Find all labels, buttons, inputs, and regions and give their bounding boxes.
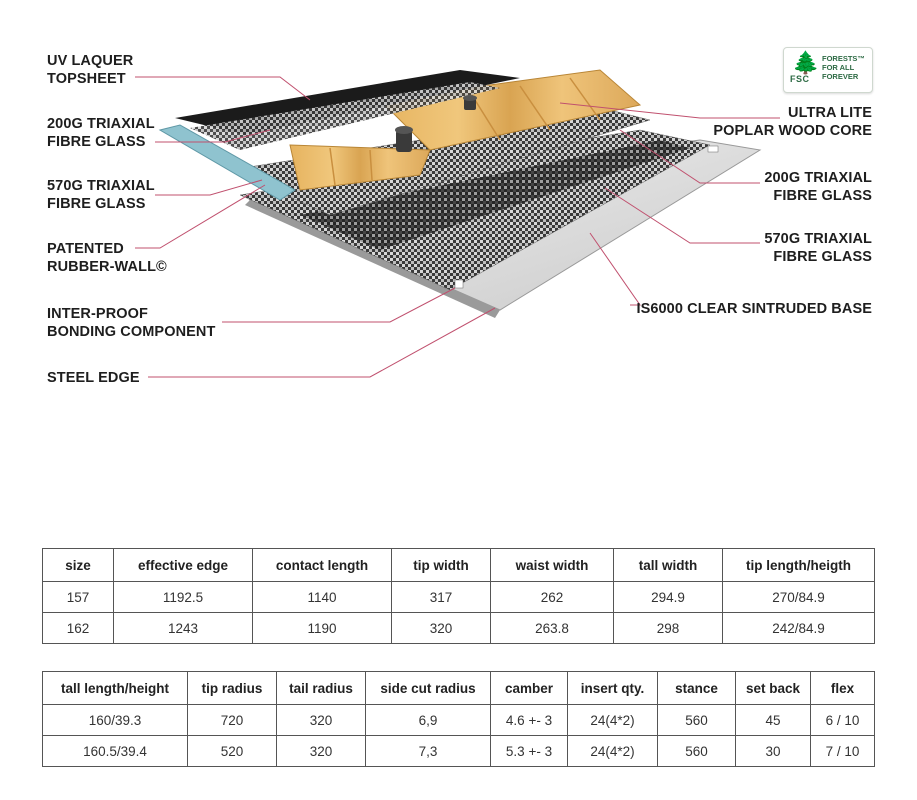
table-cell: 7 / 10 [811,736,875,767]
label-rubberwall: PATENTED RUBBER-WALL© [47,241,167,275]
table-header-cell: tip radius [188,672,277,705]
table-header-cell: set back [736,672,811,705]
table-header-cell: tip length/heigth [723,549,875,582]
table-cell: 294.9 [614,582,723,613]
table-header-cell: waist width [491,549,614,582]
table-cell: 6 / 10 [811,705,875,736]
label-steel-edge: STEEL EDGE [47,370,140,386]
label-topsheet: UV LAQUER TOPSHEET [47,53,134,87]
table-cell: 270/84.9 [723,582,875,613]
table-cell: 160/39.3 [43,705,188,736]
table-cell: 317 [392,582,491,613]
table-header-cell: size [43,549,114,582]
label-base: IS6000 CLEAR SINTRUDED BASE [636,301,872,317]
table-header-cell: tail radius [277,672,366,705]
table-row [43,613,875,644]
table-row [43,736,875,767]
label-bonding: INTER-PROOF BONDING COMPONENT [47,306,216,340]
table-cell: 1190 [253,613,392,644]
table-cell: 162 [43,613,114,644]
table-cell: 45 [736,705,811,736]
table-cell: 263.8 [491,613,614,644]
fsc-logo [783,47,873,93]
table-header-cell: tall length/height [43,672,188,705]
table-cell: 560 [658,736,736,767]
table-cell: 298 [614,613,723,644]
table-header-cell: tip width [392,549,491,582]
table-header-cell: effective edge [114,549,253,582]
table-cell: 1243 [114,613,253,644]
table-cell: 157 [43,582,114,613]
fsc-name: FSC [790,74,810,84]
table-header-cell: side cut radius [366,672,491,705]
label-glass200-left: 200G TRIAXIAL FIBRE GLASS [47,116,155,150]
table-cell: 320 [277,736,366,767]
label-glass200-right: 200G TRIAXIAL FIBRE GLASS [764,170,872,204]
table-cell: 262 [491,582,614,613]
label-glass570-left: 570G TRIAXIAL FIBRE GLASS [47,178,155,212]
table-cell: 560 [658,705,736,736]
table-header-cell: tall width [614,549,723,582]
label-glass570-right: 570G TRIAXIAL FIBRE GLASS [764,231,872,265]
table-cell: 7,3 [366,736,491,767]
table-header-row [43,672,875,705]
specs-table-1 [42,548,875,644]
table-cell: 160.5/39.4 [43,736,188,767]
table-header-row [43,549,875,582]
table-cell: 30 [736,736,811,767]
table-cell: 1192.5 [114,582,253,613]
table-cell: 720 [188,705,277,736]
table-cell: 6,9 [366,705,491,736]
table-header-cell: flex [811,672,875,705]
table-cell: 4.6 +- 3 [491,705,568,736]
table-cell: 320 [392,613,491,644]
table-cell: 520 [188,736,277,767]
table-header-cell: stance [658,672,736,705]
table-cell: 24(4*2) [568,736,658,767]
tree-icon: 🌲 [792,50,820,75]
table-cell: 242/84.9 [723,613,875,644]
table-header-cell: camber [491,672,568,705]
table-header-cell: contact length [253,549,392,582]
label-wood-core: ULTRA LITE POPLAR WOOD CORE [713,105,872,139]
table-cell: 24(4*2) [568,705,658,736]
specs-table-2 [42,671,875,767]
table-cell: 320 [277,705,366,736]
fsc-tagline: FORESTS™ FOR ALL FOREVER [822,54,865,81]
table-row [43,582,875,613]
table-header-cell: insert qty. [568,672,658,705]
table-cell: 5.3 +- 3 [491,736,568,767]
table-cell: 1140 [253,582,392,613]
table-row [43,705,875,736]
